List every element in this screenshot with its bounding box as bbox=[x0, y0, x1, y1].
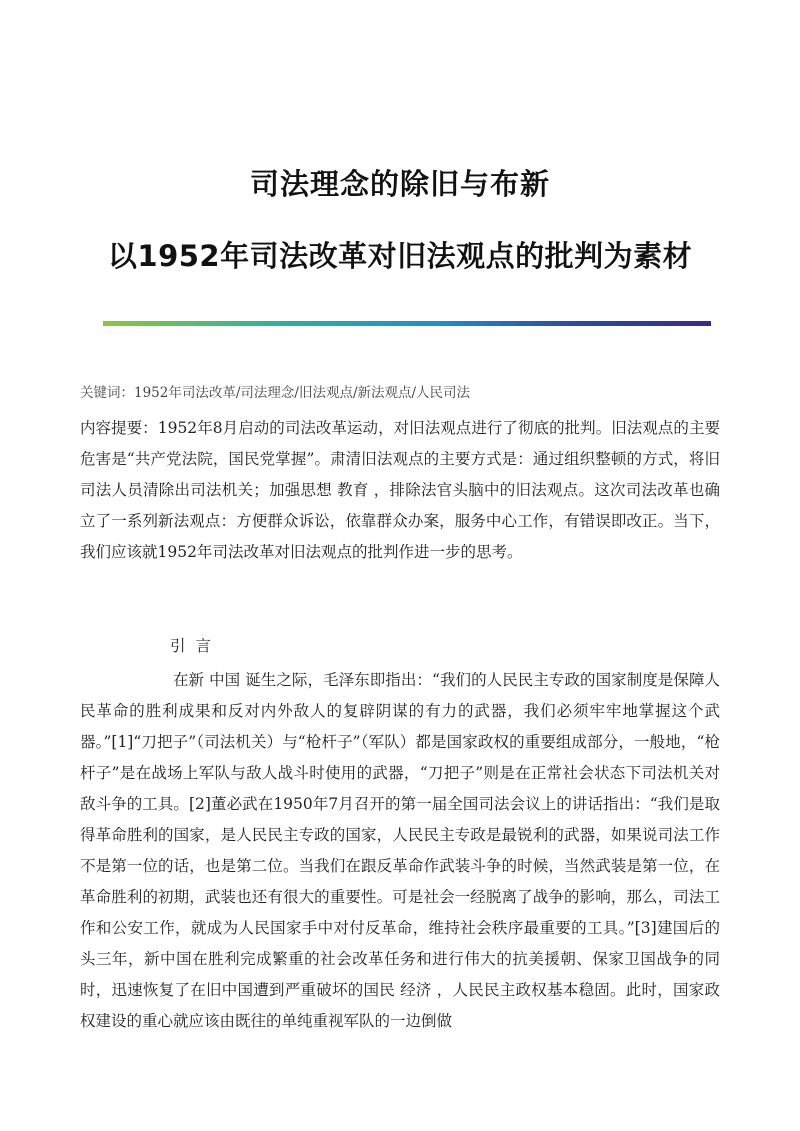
abstract-text: 内容提要：1952年8月启动的司法改革运动，对旧法观点进行了彻底的批判。旧法观点的主要危害是“共产党法院，国民党掌握”。肃清旧法观点的主要方式是：通过组织整顿的方式，将旧司法人员清除出司法机关；加强思想 教育 ，排除法官头脑中的旧法观点。这次司法改革也确立了一系列新法观点：方便群众诉讼，依靠群众办案，服务中心工作，有错误即改正。当下，我们应该就1952年司法改革对旧法观点的批判作进一步的思考。 bbox=[80, 419, 720, 561]
keywords-line: 关键词：1952年司法改革/司法理念/旧法观点/新法观点/人民司法 bbox=[80, 385, 471, 401]
document-title: 司法理念的除旧与布新 bbox=[249, 167, 550, 201]
title-divider bbox=[103, 321, 711, 326]
intro-heading: 引言 bbox=[170, 637, 222, 655]
body-section bbox=[80, 665, 720, 1037]
abstract-section bbox=[80, 413, 720, 568]
body-paragraph: 在新 中国 诞生之际，毛泽东即指出：“我们的人民民主专政的国家制度是保障人民革命的胜利成果和反对内外敌人的复辟阴谋的有力的武器，我们必须牢牢地掌握这个武器。”[1]“刀把子”（司法机关）与“枪杆子”（军队）都是国家政权的重要组成部分，一般地，“枪杆子”是在战场上军队与敌人战斗时使用的武器，“刀把子”则是在正常社会状态下司法机关对敌斗争的工具。[2]董必武在1950年7月召开的第一届全国司法会议上的讲话指出：“我们是取得革命胜利的国家，是人民民主专政的国家，人民民主专政是最锐利的武器，如果说司法工作不是第一位的话，也是第二位。当我们在跟反革命作武装斗争的时候，当然武装是第一位，在革命胜利的初期，武装也还有很大的重要性。可是社会一经脱离了战争的影响，那么，司法工作和公安工作，就成为人民国家手中对付反革命，维持社会秩序最重要的工具。”[3]建国后的头三年，新中国在胜利完成繁重的社会改革任务和进行伟大的抗美援朝、保家卫国战争的同时，迅速恢复了在旧中国遭到严重破坏的国民 经济 ，人民民主政权基本稳固。此时，国家政权建设的重心就应该由既往的单纯重视军队的一边倒做 bbox=[80, 671, 720, 1030]
document-subtitle: 以1952年司法改革对旧法观点的批判为素材 bbox=[107, 239, 693, 273]
